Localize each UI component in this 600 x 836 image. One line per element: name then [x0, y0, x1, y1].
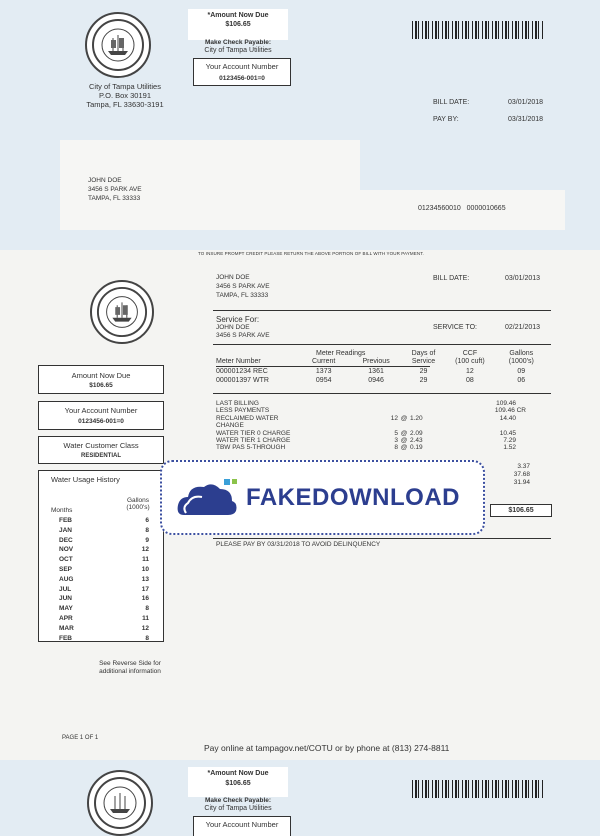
- usage-row: [59, 526, 149, 536]
- usage-months-label: Months: [51, 507, 73, 514]
- gallons-header-1: Gallons: [509, 350, 534, 357]
- pay-online-note: Pay online at tampagov.net/COTU or by phone at (813) 274-8811: [204, 743, 450, 753]
- current-header: Current: [312, 358, 336, 366]
- usage-gallons-header: [123, 497, 153, 511]
- charge-label: LESS PAYMENTS: [216, 407, 270, 415]
- charge-amount: 109.46: [496, 400, 516, 407]
- usage-row: [59, 585, 149, 595]
- bottom-city-seal-icon: [87, 770, 153, 836]
- stub-pay-by: 03/31/2018: [508, 116, 544, 123]
- bill-customer-name: JOHN DOE: [216, 274, 250, 281]
- charge-amount: 10.45: [499, 429, 516, 437]
- stub-bill-date: 03/01/2018: [508, 99, 544, 106]
- usage-month: NOV: [59, 546, 74, 554]
- meter-row: [216, 368, 546, 376]
- divider-4: [213, 538, 551, 539]
- bill-customer-city: TAMPA, FL 33333: [216, 292, 269, 299]
- usage-gallons: 8: [145, 605, 149, 613]
- usage-gallons: 11: [142, 614, 149, 622]
- charge-rate: [436, 400, 458, 407]
- bill-date-label: BILL DATE:: [433, 275, 470, 282]
- service-to: 02/21/2013: [505, 324, 541, 331]
- meter-gallons: 09: [517, 368, 526, 376]
- watermark-banner: [160, 460, 485, 535]
- charge-qty: 12: [390, 414, 398, 422]
- bottom-account-label: Your Account Number: [205, 820, 279, 829]
- amount-due-label: Amount Now Due: [71, 371, 131, 380]
- meter-days: 29: [419, 368, 428, 376]
- charge-rate: 2.43: [410, 437, 423, 445]
- charge-qty: [406, 407, 422, 414]
- bottom-make-check-payable: Make Check Payable:: [204, 797, 272, 804]
- stub-bill-date-label: BILL DATE:: [433, 99, 470, 106]
- divider-3: [213, 393, 551, 394]
- usage-row: [59, 624, 149, 634]
- usage-gallons: 12: [141, 624, 149, 632]
- customer-class-box: [38, 436, 164, 464]
- charge-label: LAST BILLING: [216, 400, 259, 407]
- meter-ccf: 08: [466, 376, 474, 384]
- charge-rate: 1.20: [410, 414, 423, 422]
- ccf-header-2: (100 cuft): [455, 358, 485, 366]
- stub-pay-by-label: PAY BY:: [433, 116, 459, 123]
- usage-row: [59, 545, 149, 555]
- usage-month: SEP: [59, 565, 73, 573]
- usage-month: DEC: [59, 536, 73, 544]
- usage-gallons: 12: [141, 546, 149, 554]
- usage-row: [59, 565, 149, 575]
- charge-amount: 109.46 CR: [494, 407, 526, 415]
- make-check-payable: Make Check Payable:: [204, 39, 272, 46]
- usage-gallons: 13: [141, 575, 149, 583]
- stub-amount-due-label: *Amount Now Due: [207, 12, 269, 19]
- usage-gallons: 9: [145, 536, 149, 544]
- charge-at: @: [400, 429, 408, 437]
- charge-at: [422, 400, 436, 407]
- meter-previous: 1361: [368, 368, 384, 376]
- charge-at: [422, 407, 436, 414]
- ccf-header-1: CCF: [462, 350, 478, 357]
- gallons-header-2: (1000's): [508, 358, 534, 366]
- charge-label: TBW PAS 5-THROUGH: [216, 444, 286, 452]
- usage-row: [59, 614, 149, 624]
- return-address: [70, 82, 180, 109]
- charge-qty: 3: [394, 437, 398, 445]
- extra-amount: 31.94: [513, 479, 530, 486]
- usage-gallons-label-1: Gallons: [126, 497, 150, 504]
- charge-at: @: [400, 437, 408, 445]
- usage-row: [59, 575, 149, 585]
- usage-month: FEB: [59, 634, 72, 642]
- usage-month: JAN: [59, 526, 73, 534]
- return-address-line3: Tampa, FL 33630-3191: [86, 100, 164, 109]
- stub-account-value: 0123456-001=0: [219, 75, 265, 82]
- stub-customer-city: TAMPA, FL 33333: [88, 195, 141, 202]
- stub-amount-due-box: [188, 9, 288, 40]
- usage-month: MAY: [59, 605, 73, 613]
- charge-row: [216, 444, 546, 451]
- amount-due-box: [38, 365, 164, 394]
- scanline: 01234560010 0000010665: [418, 205, 506, 212]
- service-name: JOHN DOE: [216, 324, 250, 331]
- bottom-barcode: [412, 780, 545, 798]
- usage-gallons: 17: [141, 585, 149, 593]
- reverse-side-line-2: additional information: [99, 668, 161, 675]
- extra-amount: 37.68: [513, 471, 530, 478]
- stub-account-box: [193, 58, 291, 86]
- bottom-account-box: [193, 816, 291, 836]
- charge-rate: [436, 407, 458, 414]
- service-address: 3456 S PARK AVE: [216, 332, 270, 339]
- service-to-label: SERVICE TO:: [433, 324, 477, 331]
- usage-month: APR: [59, 614, 73, 622]
- meter-number-header: Meter Number: [216, 358, 261, 366]
- charge-qty: 5: [394, 429, 398, 437]
- charge-rate: 0.19: [410, 444, 423, 452]
- usage-month: JUL: [59, 585, 72, 593]
- charge-amount: 7.29: [503, 437, 516, 445]
- reverse-side-note: [80, 660, 180, 676]
- meter-row: [216, 377, 546, 385]
- charge-row: [216, 407, 546, 414]
- bill-customer-address: [216, 273, 270, 300]
- city-seal-icon: [85, 12, 151, 78]
- usage-gallons: 6: [145, 517, 149, 524]
- meter-current: 0954: [315, 376, 332, 384]
- bill-city-seal-icon: [90, 280, 154, 344]
- charge-at: @: [400, 444, 408, 452]
- amount-due-value: $106.65: [89, 382, 113, 389]
- account-number-box: [38, 401, 164, 430]
- usage-month: MAR: [59, 624, 74, 632]
- charge-at: @: [400, 414, 408, 422]
- page-label: PAGE 1 OF 1: [62, 735, 99, 741]
- usage-month: AUG: [59, 575, 74, 583]
- previous-header: Previous: [362, 358, 390, 366]
- meter-number: 000001397 WTR: [216, 376, 269, 384]
- usage-row: [59, 536, 149, 546]
- charge-amount: 14.40: [499, 414, 516, 422]
- stub-amount-due-value: $106.65: [225, 21, 251, 28]
- usage-gallons: 10: [141, 565, 149, 573]
- cloud-download-icon: [176, 477, 240, 519]
- account-number-value: 0123456-001=0: [78, 418, 124, 425]
- total-amount: $106.65: [508, 507, 534, 514]
- usage-history-label: Water Usage History: [51, 475, 120, 484]
- total-box: [490, 504, 552, 517]
- meter-number: 000001234 REC: [216, 368, 268, 376]
- charge-qty: 8: [394, 444, 398, 452]
- usage-row: [59, 604, 149, 614]
- usage-month: FEB: [59, 517, 72, 524]
- top-barcode: [412, 21, 545, 39]
- reverse-side-line-1: See Reverse Side for: [99, 660, 161, 667]
- charge-row: [216, 415, 546, 430]
- days-header-2: Service: [411, 358, 436, 366]
- charge-row: [216, 400, 546, 407]
- return-address-line1: City of Tampa Utilities: [89, 82, 161, 91]
- return-address-line2: P.O. Box 30191: [99, 91, 151, 100]
- watermark-text: FAKEDOWNLOAD: [246, 483, 460, 511]
- service-for-label: Service For:: [216, 315, 260, 324]
- usage-row: [59, 516, 149, 526]
- customer-class-label: Water Customer Class: [63, 441, 139, 450]
- divider-1: [213, 310, 551, 311]
- payee: City of Tampa Utilities: [204, 47, 272, 54]
- charge-row: [216, 430, 546, 437]
- days-header-1: Days of: [411, 350, 436, 357]
- bill-customer-street: 3456 S PARK AVE: [216, 283, 270, 290]
- charge-qty: [406, 400, 422, 407]
- usage-gallons: 16: [141, 595, 149, 603]
- charge-row: [216, 437, 546, 444]
- meter-gallons: 06: [517, 376, 526, 384]
- stub-customer-address: [88, 176, 142, 203]
- usage-row: [59, 634, 149, 644]
- charge-amount: 1.52: [503, 444, 516, 452]
- stub-customer-name: JOHN DOE: [88, 177, 122, 184]
- charge-rate: 2.09: [410, 429, 423, 437]
- usage-gallons: 11: [142, 556, 149, 564]
- meter-readings-header: Meter Readings: [316, 350, 366, 357]
- meter-table: [216, 350, 546, 385]
- pay-by-notice: PLEASE PAY BY 03/31/2018 TO AVOID DELINQUENCY: [216, 541, 381, 548]
- stub-customer-street: 3456 S PARK AVE: [88, 186, 142, 193]
- bottom-payee: City of Tampa Utilities: [204, 805, 272, 812]
- account-number-label: Your Account Number: [64, 406, 138, 415]
- usage-gallons: 8: [145, 526, 149, 534]
- usage-row: [59, 594, 149, 604]
- usage-gallons-label-2: (1000's): [126, 504, 150, 511]
- usage-history-box: [38, 470, 164, 642]
- usage-month: OCT: [59, 556, 73, 564]
- extra-amount: 3.37: [517, 463, 530, 470]
- usage-month: JUN: [59, 595, 73, 603]
- charge-label: WATER TIER 0 CHARGE: [216, 429, 291, 437]
- bottom-amount-due-value: $106.65: [225, 780, 251, 787]
- bottom-amount-due-label: *Amount Now Due: [207, 770, 269, 777]
- charge-label: RECLAIMED WATER CHANGE: [216, 414, 279, 430]
- meter-days: 29: [419, 376, 428, 384]
- meter-current: 1373: [315, 368, 332, 376]
- bottom-amount-due-panel: [188, 767, 288, 797]
- charge-label: WATER TIER 1 CHARGE: [216, 437, 291, 445]
- stub-account-label: Your Account Number: [205, 62, 279, 71]
- meter-ccf: 12: [466, 368, 474, 376]
- return-notice: TO INSURE PROMPT CREDIT PLEASE RETURN THE ABOVE PORTION OF BILL WITH YOUR PAYMENT.: [198, 251, 424, 256]
- charges-table: [216, 400, 546, 452]
- extra-amounts: [490, 463, 530, 487]
- usage-gallons: 8: [145, 634, 149, 642]
- customer-class-value: RESIDENTIAL: [80, 453, 121, 459]
- usage-history-list: [59, 516, 149, 643]
- meter-previous: 0946: [368, 376, 384, 384]
- usage-row: [59, 555, 149, 565]
- divider-2: [213, 344, 551, 345]
- bill-date: 03/01/2013: [505, 275, 541, 282]
